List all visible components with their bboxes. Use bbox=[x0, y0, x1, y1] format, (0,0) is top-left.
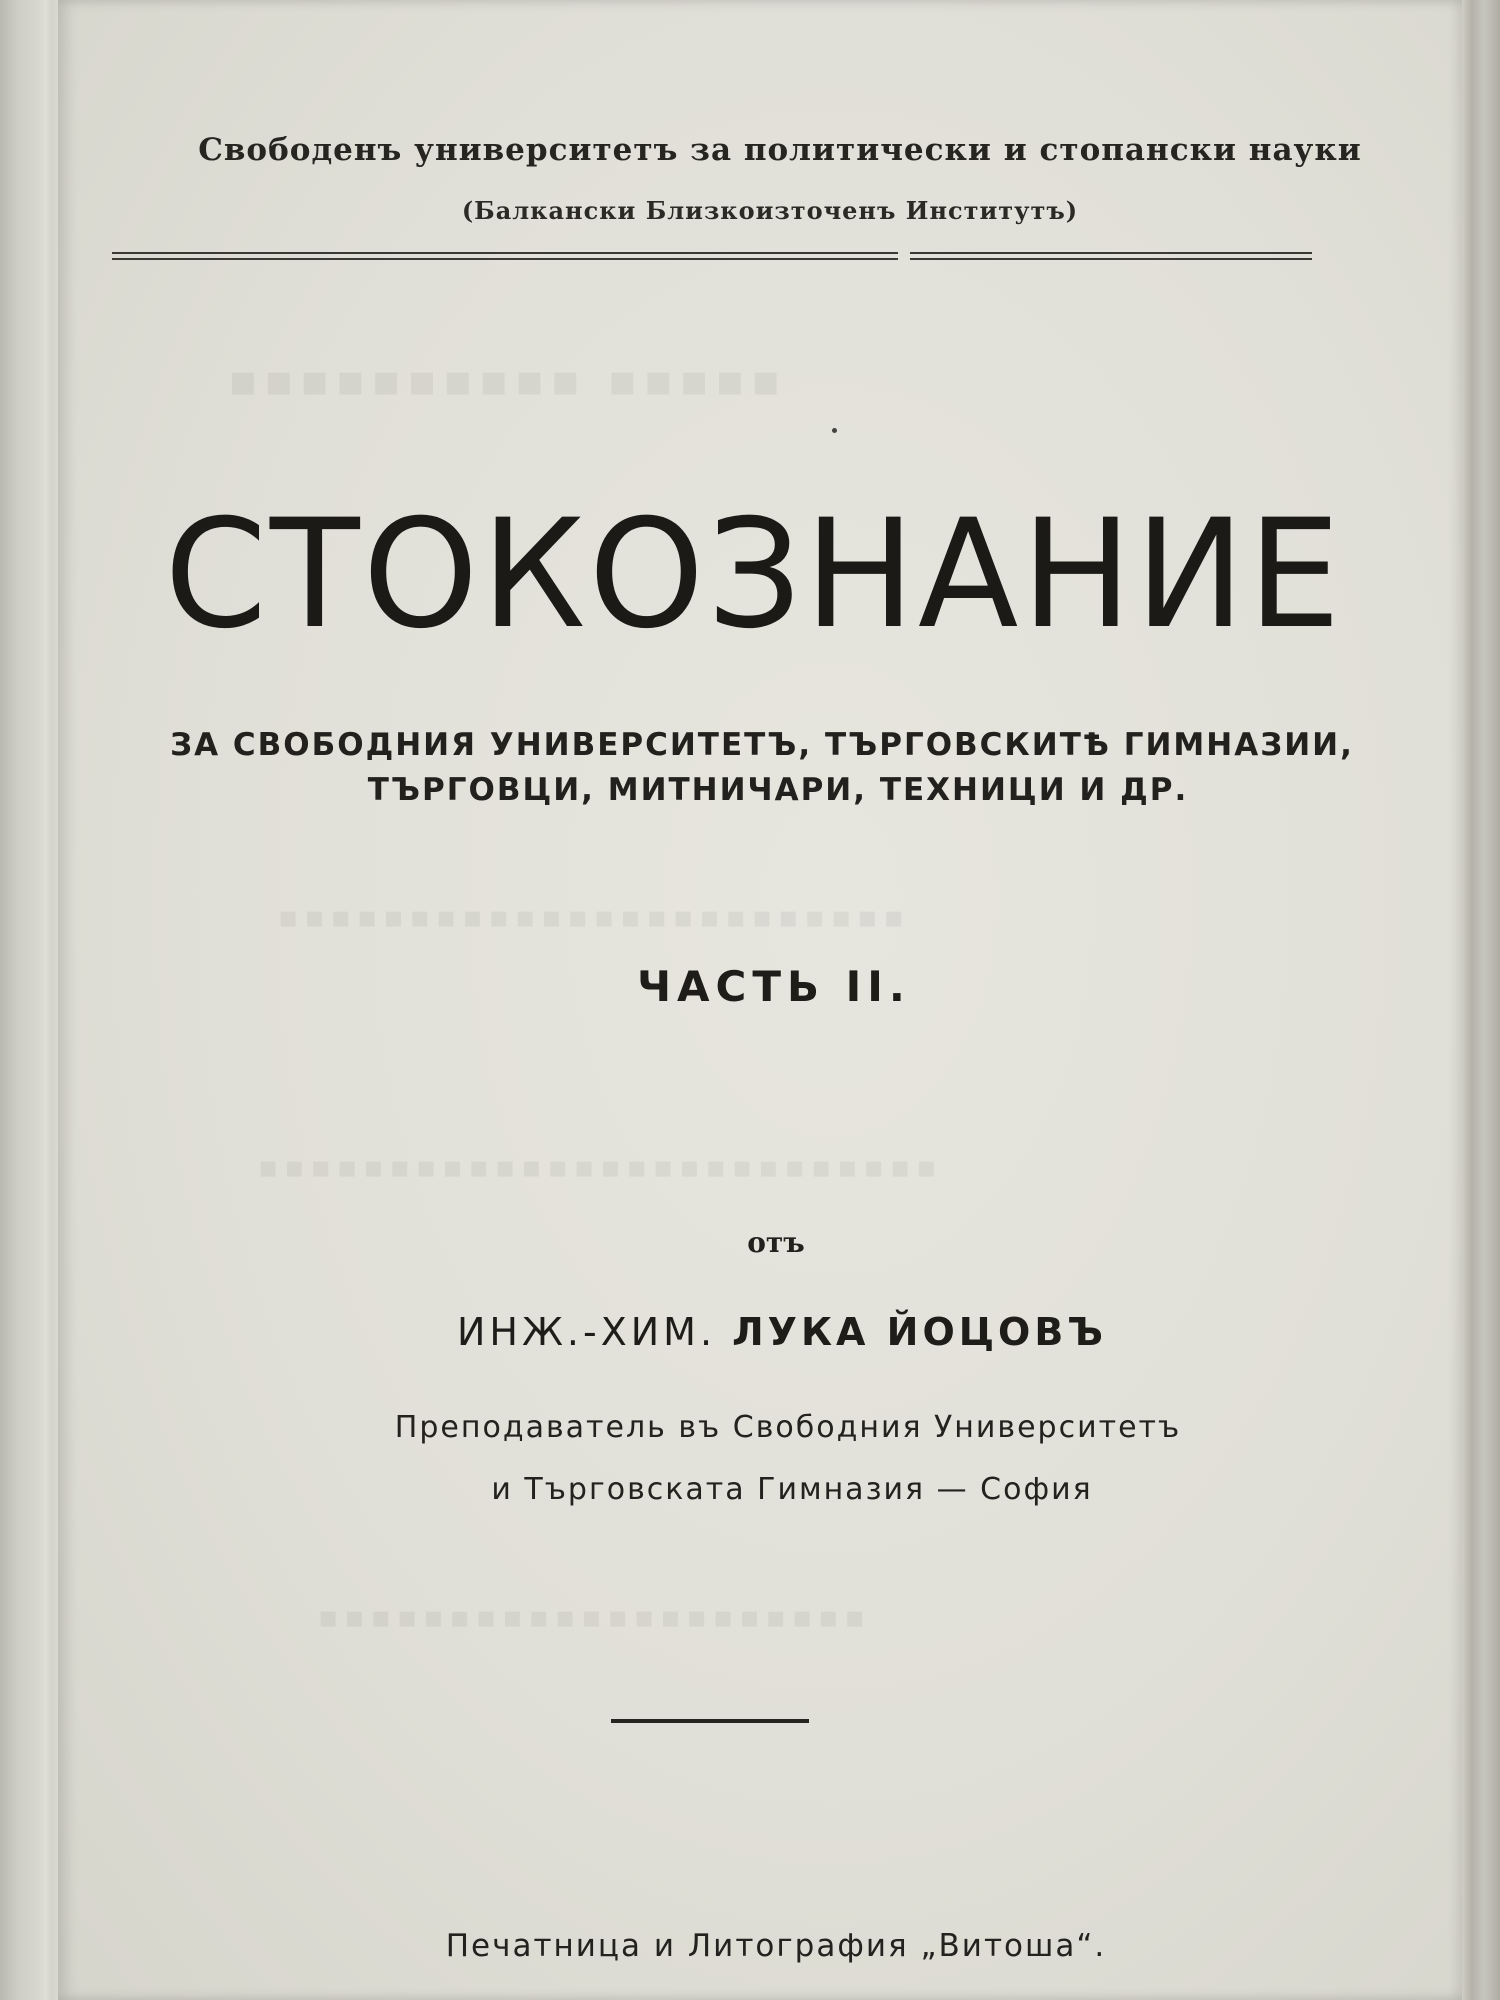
part-number: ЧАСТЬ II. bbox=[637, 962, 911, 1011]
subtitle-line: ТЪРГОВЦИ, МИТНИЧАРИ, ТЕХНИЦИ И ДР. bbox=[367, 772, 1189, 808]
author-line bbox=[0, 1310, 1500, 1354]
by-label: отъ bbox=[747, 1226, 805, 1259]
bleed-through-text: ▪▪▪▪▪▪▪▪▪▪ ▪▪▪▪▪ bbox=[228, 355, 787, 406]
header-divider bbox=[112, 252, 898, 260]
subtitle-line: ЗА СВОБОДНИЯ УНИВЕРСИТЕТЪ, ТЪРГОВСКИТѢ ГИМНАЗИИ, bbox=[170, 727, 1354, 763]
bleed-through-text: ▪▪▪▪▪▪▪▪▪▪▪▪▪▪▪▪▪▪▪▪▪▪▪▪ bbox=[278, 900, 910, 935]
bleed-through-text: ▪▪▪▪▪▪▪▪▪▪▪▪▪▪▪▪▪▪▪▪▪▪▪▪▪▪ bbox=[258, 1150, 943, 1185]
affiliation-line: и Търговската Гимназия — София bbox=[491, 1472, 1093, 1507]
institute-subheader: (Балкански Близкоизточенъ Институтъ) bbox=[461, 196, 1079, 225]
institution-header: Свободенъ университетъ за политически и стопански науки bbox=[198, 132, 1362, 168]
author-name: ЛУКА ЙОЦОВЪ bbox=[732, 1310, 1108, 1354]
section-divider bbox=[611, 1719, 809, 1723]
printer-imprint: Печатница и Литография „Витоша“. bbox=[445, 1928, 1107, 1964]
author-title: ИНЖ.-ХИМ. bbox=[456, 1310, 717, 1354]
ink-dot bbox=[832, 428, 837, 433]
bleed-through-text: ▪▪▪▪▪▪▪▪▪▪▪▪▪▪▪▪▪▪▪▪▪ bbox=[318, 1600, 871, 1635]
book-title: СТОКОЗНАНИЕ bbox=[164, 488, 1344, 662]
affiliation-line: Преподаватель въ Свободния Университетъ bbox=[394, 1410, 1182, 1445]
header-divider bbox=[910, 252, 1312, 260]
